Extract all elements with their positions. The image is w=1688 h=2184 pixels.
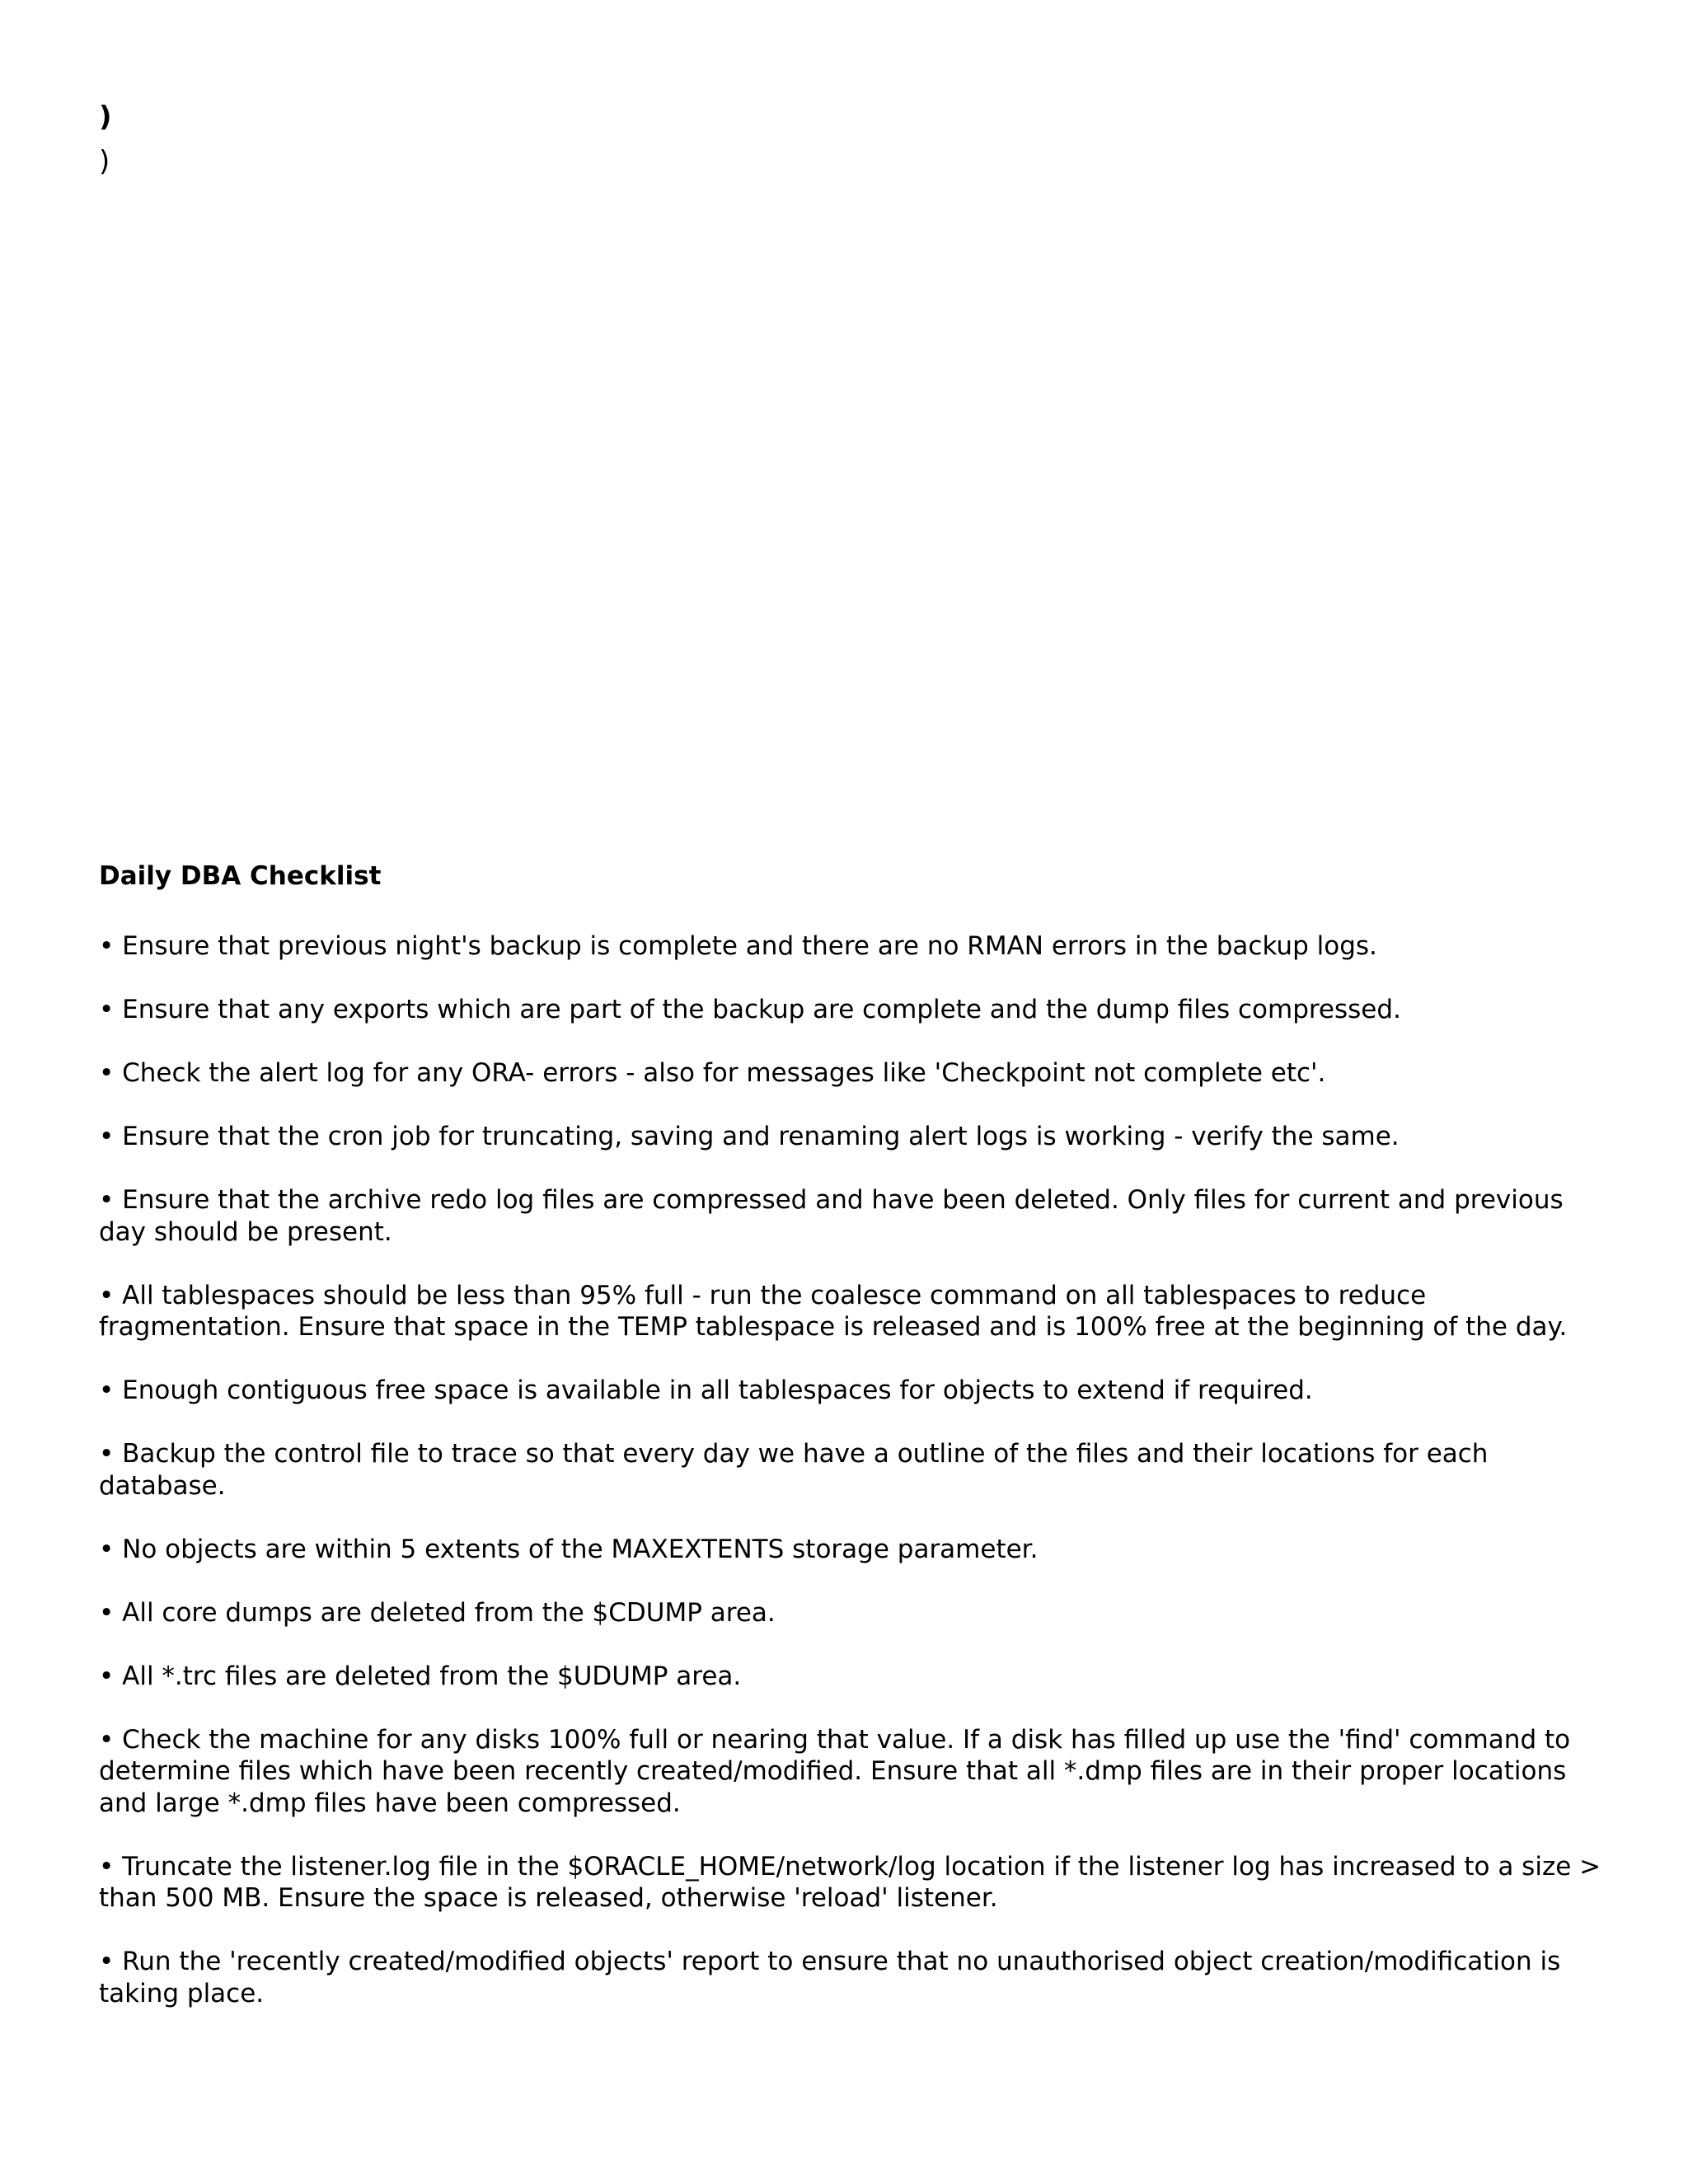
checklist-item: • Ensure that the archive redo log files are compressed and have been deleted. Only files for current and previous day should be present. <box>99 1185 1564 1247</box>
checklist-item: • Backup the control file to trace so that every day we have a outline of the files and their locations for each database. <box>99 1439 1489 1501</box>
checklist-item: • Enough contiguous free space is available in all tablespaces for objects to extend if required. <box>99 1376 1313 1405</box>
document-title: Daily DBA Checklist <box>99 861 382 891</box>
checklist-item: • Truncate the listener.log file in the $ORACLE_HOME/network/log location if the listener log has increased to a size > than 500 MB. Ensure the space is released, otherwise 'reload' listener. <box>99 1851 1601 1913</box>
checklist-item: • Ensure that previous night's backup is complete and there are no RMAN errors in the backup logs. <box>99 931 1377 961</box>
checklist-item: • Ensure that any exports which are part of the backup are complete and the dump files compressed. <box>99 995 1401 1024</box>
checklist-item: • No objects are within 5 extents of the MAXEXTENTS storage parameter. <box>99 1534 1039 1564</box>
checklist-item: • Check the alert log for any ORA- errors - also for messages like 'Checkpoint not complete etc'. <box>99 1058 1326 1088</box>
checklist-item: • Check the machine for any disks 100% full or nearing that value. If a disk has filled up use the 'find' command to determine files which have been recently created/modified. Ensure that all *.dmp files are in their proper locations and large *.dmp files have been compressed. <box>99 1724 1571 1818</box>
checklist-item: • All tablespaces should be less than 95% full - run the coalesce command on all tablespaces to reduce fragmentation. Ensure that space in the TEMP tablespace is released and is 100% free at the beginning of the day. <box>99 1280 1568 1342</box>
checklist-item: • Ensure that the cron job for truncating, saving and renaming alert logs is working - verify the same. <box>99 1122 1400 1151</box>
checklist <box>99 930 1615 2041</box>
checklist-item: • Run the 'recently created/modified objects' report to ensure that no unauthorised object creation/modification is taking place. <box>99 1947 1561 2008</box>
checklist-item: • All core dumps are deleted from the $CDUMP area. <box>99 1597 776 1628</box>
header-mark-plain: ) <box>99 145 110 178</box>
header-mark-bold: ) <box>99 101 112 134</box>
checklist-item: • All *.trc files are deleted from the $UDUMP area. <box>99 1661 742 1691</box>
